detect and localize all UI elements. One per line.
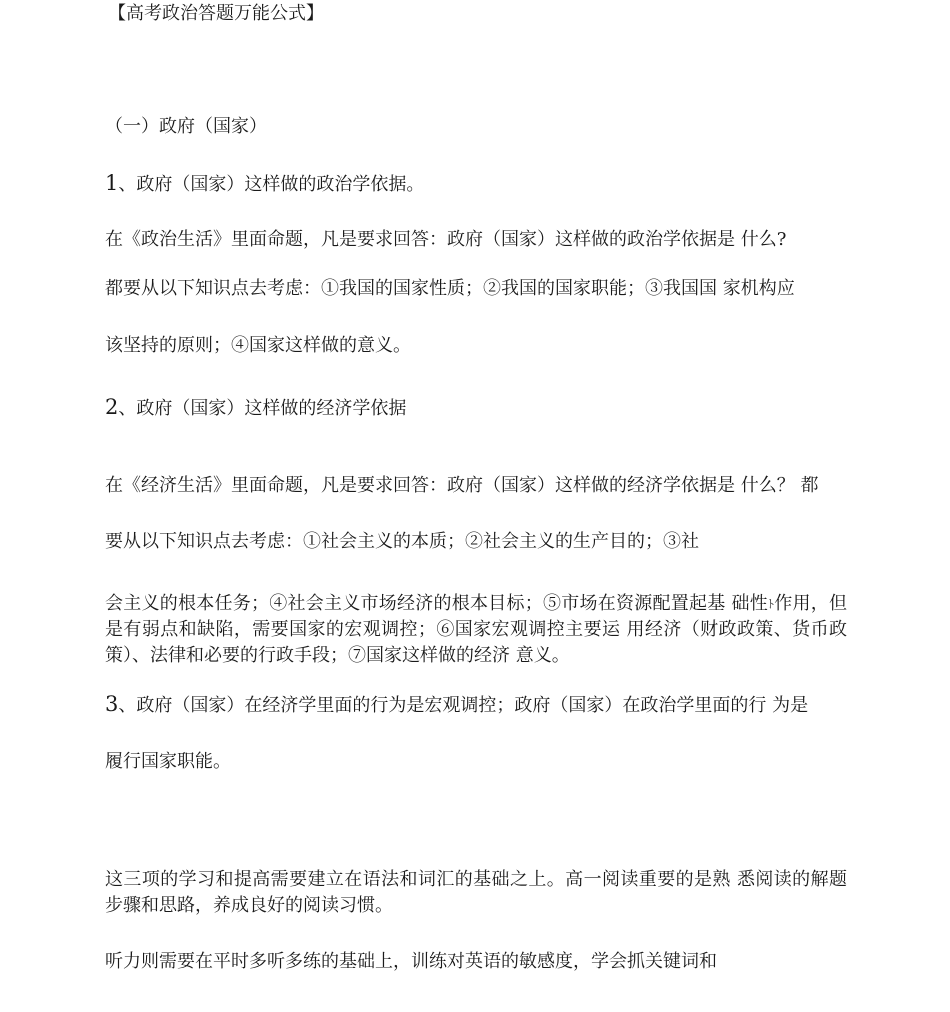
item2-paragraph-part-a: 会主义的根本任务；④社会主义市场经济的根本目标；⑤市场在资源配置起基 础性 <box>105 593 768 614</box>
item2-number: 2 <box>105 395 119 419</box>
item1-heading-text: 、政府（国家）这样做的政治学依据。 <box>118 174 425 195</box>
section-heading: （一）政府（国家） <box>105 116 267 137</box>
item1-line3: 该坚持的原则；④国家这样做的意义。 <box>105 335 411 356</box>
item2-heading <box>105 394 406 422</box>
item2-heading-text: 、政府（国家）这样做的经济学依据 <box>118 398 407 419</box>
document-title: 【高考政治答题万能公式】 <box>108 3 324 24</box>
item3-number: 3 <box>105 692 119 716</box>
item1-line1: 在《政治生活》里面命题，凡是要求回答：政府（国家）这样做的政治学依据是 什么? <box>105 229 787 250</box>
item3-line2: 履行国家职能。 <box>105 751 231 772</box>
footer-paragraph-1: 这三项的学习和提高需要建立在语法和词汇的基础之上。高一阅读重要的是熟 悉阅读的解题步骤和思路，养成良好的阅读习惯。 <box>105 869 847 916</box>
item2-line2: 要从以下知识点去考虑：①社会主义的本质；②社会主义的生产目的；③社 <box>105 531 699 552</box>
item2-line1: 在《经济生活》里面命题，凡是要求回答：政府（国家）这样做的经济学依据是 什么？ 都 <box>105 475 819 496</box>
item1-number: 1 <box>105 171 119 195</box>
item2-paragraph <box>105 591 847 669</box>
item3-line1-text: 、政府（国家）在经济学里面的行为是宏观调控；政府（国家）在政治学里面的行 为是 <box>118 695 809 716</box>
item1-heading <box>105 170 424 198</box>
item2-paragraph-part-b: 作用，但是有弱点和缺陷，需要国家的宏观调控；⑥国家宏观调控主要运 用经济（财政政策、货币政策）、法律和必要的行政手段；⑦国家这样做的经济 意义。 <box>105 593 848 666</box>
footer-paragraph-2: 听力则需要在平时多听多练的基础上，训练对英语的敏感度，学会抓关键词和 <box>105 951 717 972</box>
item1-line2: 都要从以下知识点去考虑：①我国的国家性质；②我国的国家职能；③我国国 家机构应 <box>105 278 795 299</box>
item2-paragraph-mark: ﾄ <box>767 597 775 611</box>
item3-line1 <box>105 691 808 719</box>
